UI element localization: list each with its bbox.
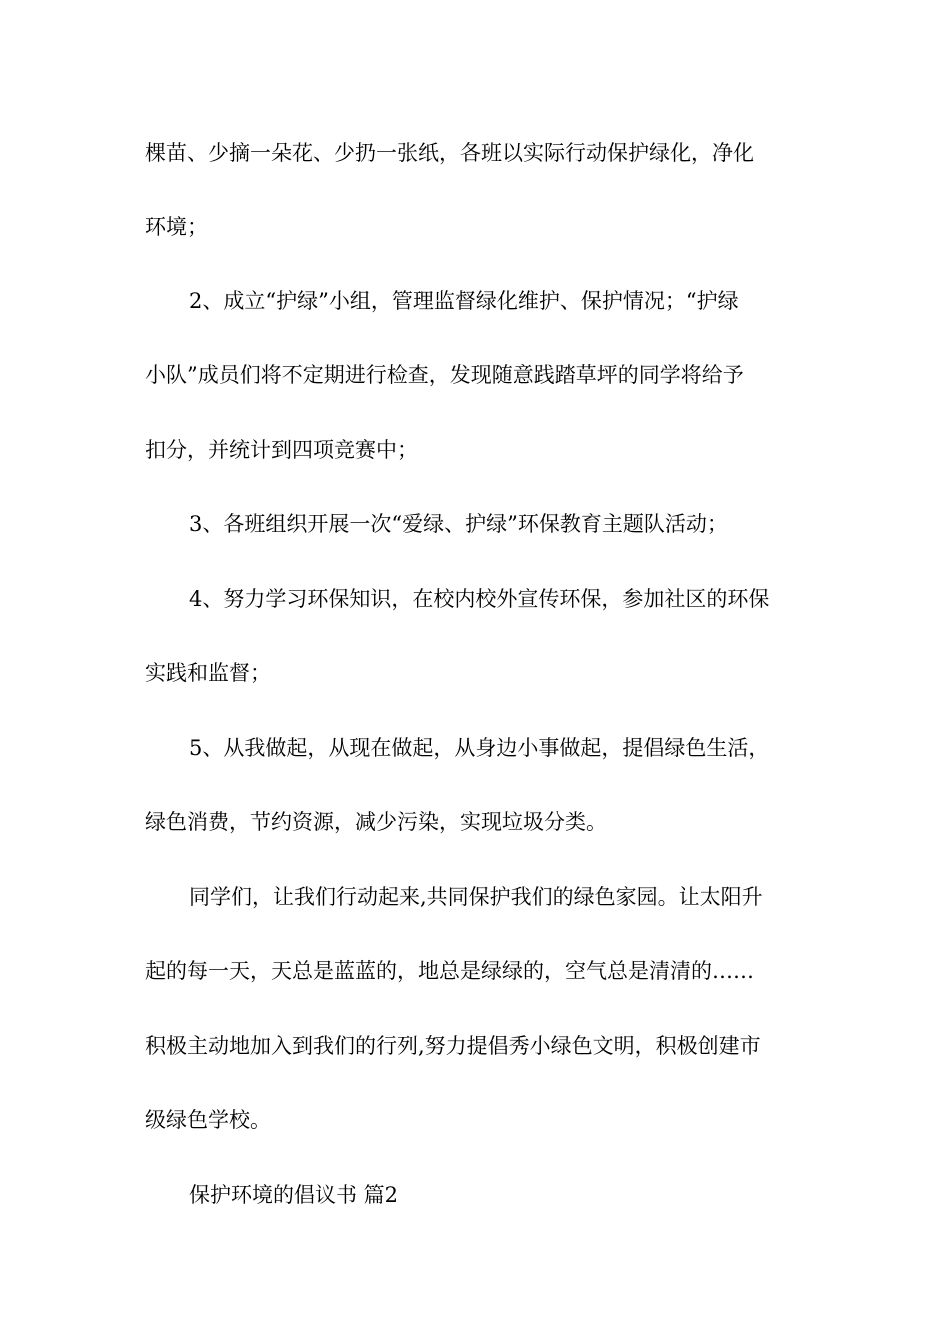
text-line: 2、成立“护绿”小组，管理监督绿化维护、保护情况；“护绿 [189, 289, 739, 313]
text-line: 棵苗、少摘一朵花、少扔一张纸，各班以实际行动保护绿化，净化 [145, 141, 754, 165]
text-line: 积极主动地加入到我们的行列,努力提倡秀小绿色文明，积极创建市 [145, 1034, 761, 1058]
text-line: 小队”成员们将不定期进行检查，发现随意践踏草坪的同学将给予 [145, 363, 744, 387]
text-line: 起的每一天，天总是蓝蓝的，地总是绿绿的，空气总是清清的…… [145, 959, 754, 983]
text-line: 环境； [145, 215, 208, 239]
text-line: 实践和监督； [145, 661, 271, 685]
section-heading: 保护环境的倡议书 篇2 [189, 1183, 399, 1207]
text-line: 同学们，让我们行动起来,共同保护我们的绿色家园。让太阳升 [189, 885, 763, 909]
text-line: 4、努力学习环保知识，在校内校外宣传环保，参加社区的环保 [189, 587, 770, 611]
text-line: 5、从我做起，从现在做起，从身边小事做起，提倡绿色生活， [189, 736, 770, 760]
text-line: 级绿色学校。 [145, 1108, 271, 1132]
text-line: 绿色消费，节约资源，减少污染，实现垃圾分类。 [145, 810, 607, 834]
text-line: 扣分，并统计到四项竞赛中； [145, 438, 418, 462]
text-line: 3、各班组织开展一次“爱绿、护绿”环保教育主题队活动； [189, 512, 728, 536]
